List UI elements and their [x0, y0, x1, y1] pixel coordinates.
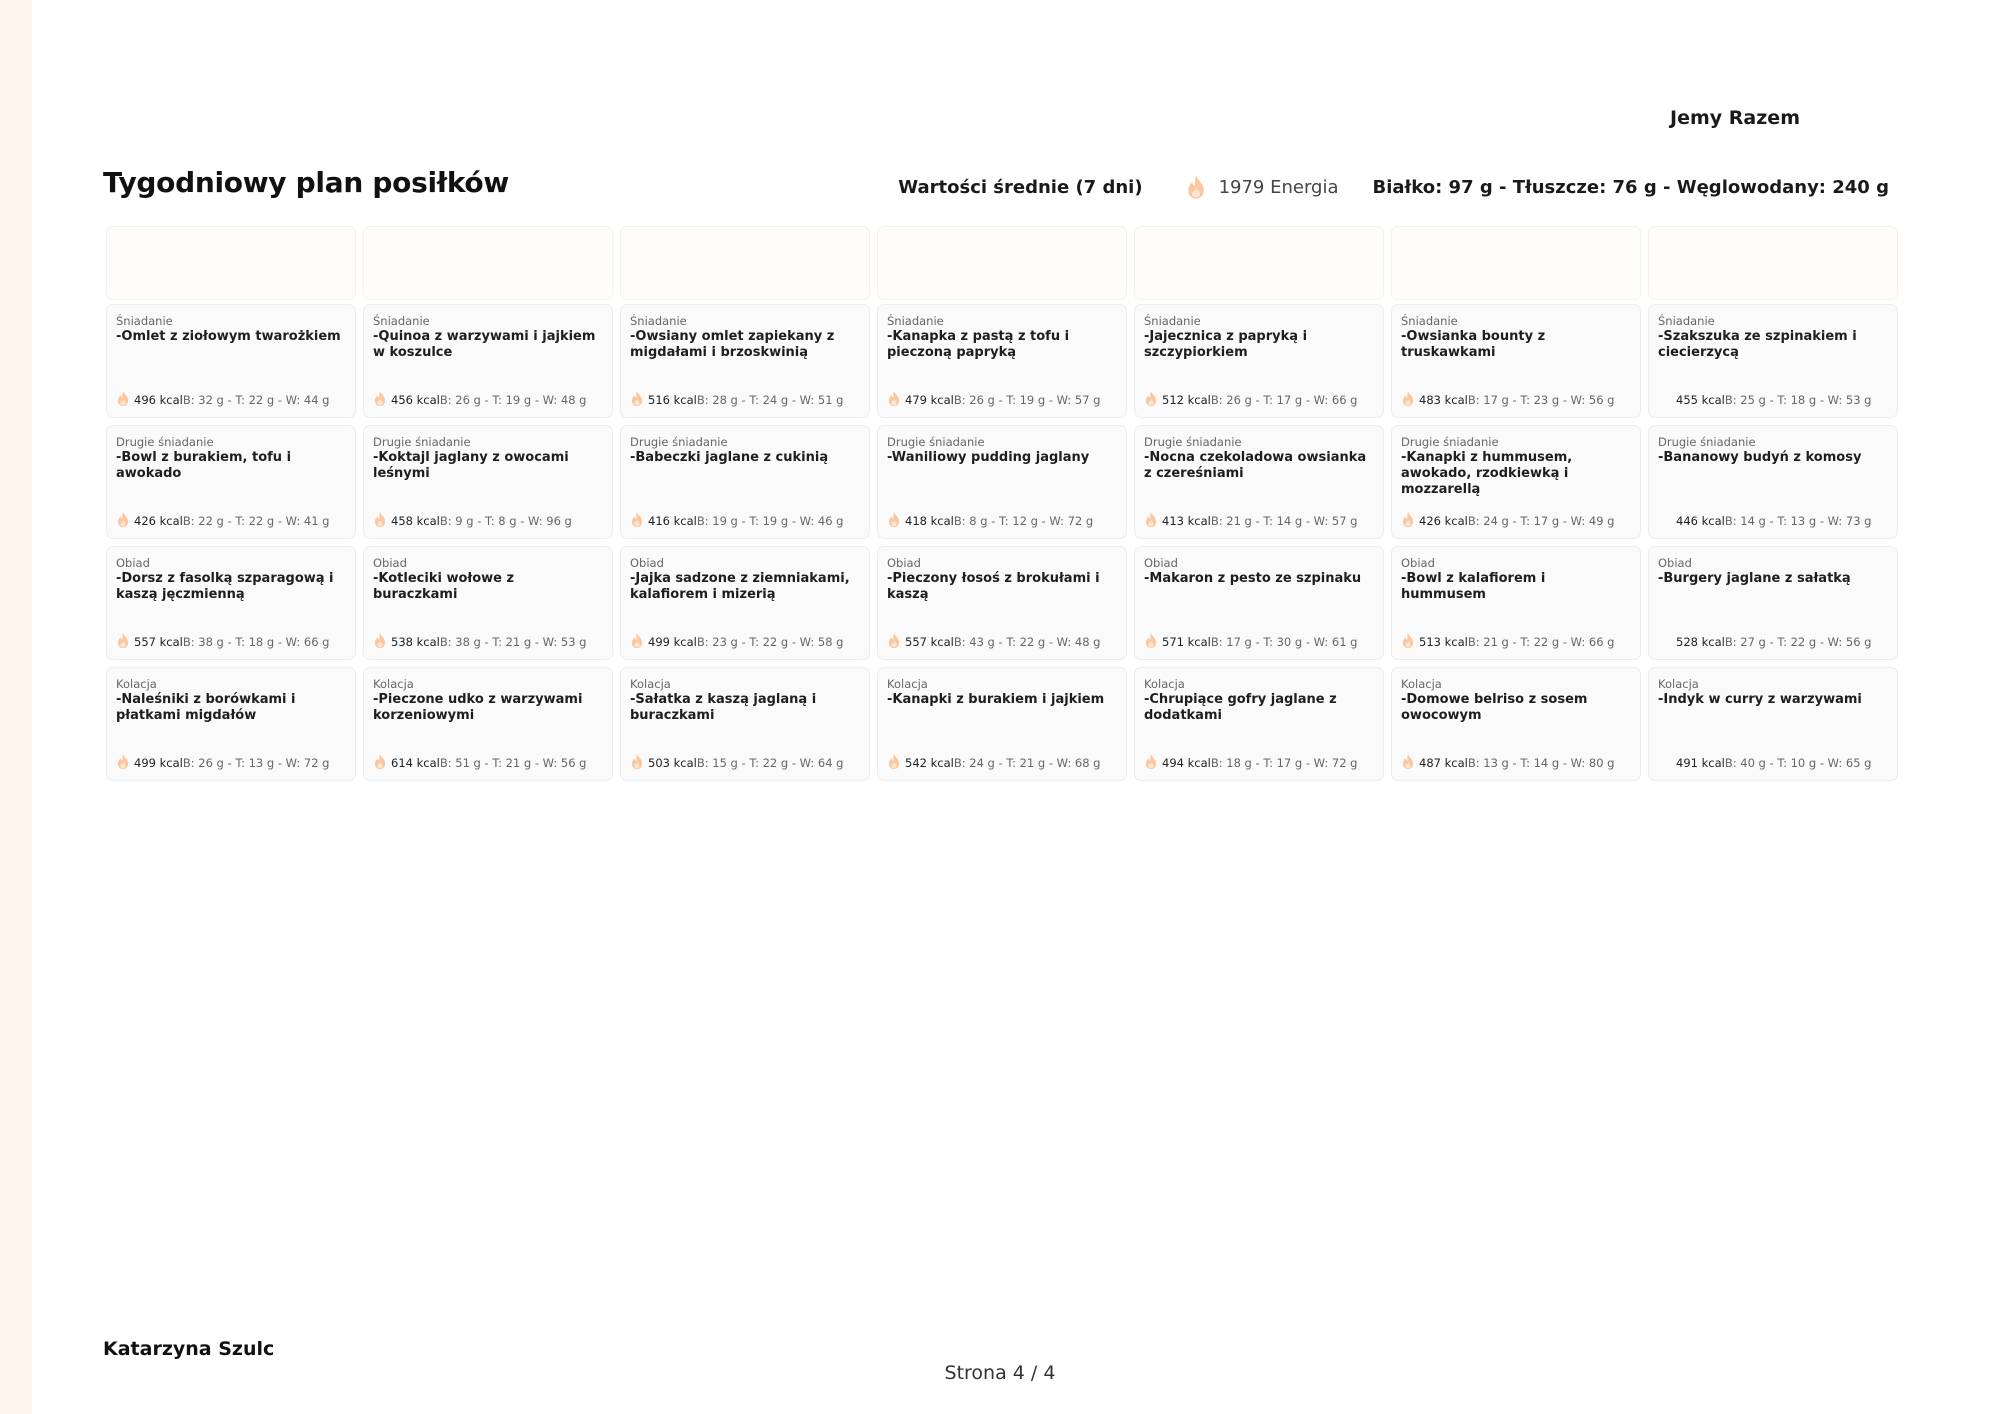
- meal-name: -Jajecznica z papryką i szczypiorkiem: [1144, 329, 1308, 360]
- meal-macros: B: 26 g - T: 13 g - W: 72 g: [182, 756, 330, 770]
- meal-card[interactable]: [877, 425, 1127, 539]
- meal-kcal: 455 kcal: [1676, 393, 1725, 407]
- meal-nutrition: [373, 387, 603, 407]
- meal-name: -Nocna czekoladowa owsianka z czereśniami: [1144, 450, 1367, 481]
- meal-macros: B: 32 g - T: 22 g - W: 44 g: [182, 393, 330, 407]
- meal-nutrition: [887, 387, 1117, 407]
- flame-icon: [1401, 632, 1415, 649]
- meal-nutrition: [373, 629, 603, 649]
- weekly-meal-grid: [106, 226, 1900, 788]
- meal-macros: B: 51 g - T: 21 g - W: 56 g: [439, 756, 587, 770]
- meal-name: -Owsiany omlet zapiekany z migdałami i brzoskwinią: [630, 329, 835, 360]
- brand-name: Jemy Razem: [1670, 107, 1800, 129]
- meal-nutrition: [630, 750, 860, 770]
- meal-nutrition: [116, 629, 346, 649]
- meal-name: -Omlet z ziołowym twarożkiem: [116, 329, 341, 344]
- meal-name: -Bowl z burakiem, tofu i awokado: [116, 450, 292, 481]
- day-header: [877, 226, 1127, 300]
- meal-nutrition: [887, 508, 1117, 528]
- meal-macros: B: 21 g - T: 14 g - W: 57 g: [1210, 514, 1358, 528]
- meal-kcal: 557 kcal: [134, 635, 183, 649]
- meal-macros: B: 38 g - T: 18 g - W: 66 g: [182, 635, 330, 649]
- meal-nutrition: [116, 387, 346, 407]
- meal-macros: B: 40 g - T: 10 g - W: 65 g: [1724, 756, 1872, 770]
- meal-kcal: 503 kcal: [648, 756, 697, 770]
- meal-kcal: 491 kcal: [1676, 756, 1725, 770]
- average-energy: 1979 Energia: [1218, 176, 1339, 198]
- meal-kcal: 416 kcal: [648, 514, 697, 528]
- meal-kcal: 516 kcal: [648, 393, 697, 407]
- meal-name: -Sałatka z kaszą jaglaną i buraczkami: [630, 692, 817, 723]
- meal-kcal: 446 kcal: [1676, 514, 1725, 528]
- meal-kcal: 538 kcal: [391, 635, 440, 649]
- meal-macros: B: 9 g - T: 8 g - W: 96 g: [439, 514, 572, 528]
- flame-icon: [630, 632, 644, 649]
- meal-kcal: 557 kcal: [905, 635, 954, 649]
- day-column: [1391, 226, 1641, 788]
- meal-macros: B: 19 g - T: 19 g - W: 46 g: [696, 514, 844, 528]
- average-macros: Białko: 97 g - Tłuszcze: 76 g - Węglowodany: 240 g: [1372, 176, 1889, 198]
- day-header: [620, 226, 870, 300]
- meal-name: -Quinoa z warzywami i jajkiem w koszulce: [373, 329, 596, 360]
- meal-kcal: 499 kcal: [648, 635, 697, 649]
- meal-type: Obiad: [116, 556, 150, 570]
- side-accent-strip: [0, 0, 32, 1414]
- meal-type: Drugie śniadanie: [373, 435, 471, 449]
- meal-kcal: 418 kcal: [905, 514, 954, 528]
- meal-card[interactable]: [620, 667, 870, 781]
- meal-name: -Kanapki z burakiem i jajkiem: [887, 692, 1105, 707]
- meal-card[interactable]: [363, 546, 613, 660]
- meal-nutrition: [1658, 387, 1888, 407]
- flame-icon: [1401, 753, 1415, 770]
- meal-kcal: 528 kcal: [1676, 635, 1725, 649]
- meal-type: Śniadanie: [1658, 314, 1715, 328]
- meal-nutrition: [1401, 508, 1631, 528]
- meal-type: Obiad: [373, 556, 407, 570]
- meal-macros: B: 24 g - T: 21 g - W: 68 g: [953, 756, 1101, 770]
- meal-type: Śniadanie: [373, 314, 430, 328]
- flame-icon: [116, 511, 130, 528]
- meal-name: -Kanapka z pastą z tofu i pieczoną papryką: [887, 329, 1070, 360]
- day-column: [1134, 226, 1384, 788]
- flame-icon: [1144, 390, 1158, 407]
- meal-type: Drugie śniadanie: [630, 435, 728, 449]
- meal-kcal: 456 kcal: [391, 393, 440, 407]
- meal-nutrition: [1144, 629, 1374, 649]
- meal-macros: B: 23 g - T: 22 g - W: 58 g: [696, 635, 844, 649]
- meal-type: Śniadanie: [1401, 314, 1458, 328]
- flame-icon: [1144, 632, 1158, 649]
- meal-name: -Pieczone udko z warzywami korzeniowymi: [373, 692, 583, 723]
- meal-type: Drugie śniadanie: [1144, 435, 1242, 449]
- meal-name: -Makaron z pesto ze szpinaku: [1144, 571, 1362, 586]
- meal-kcal: 496 kcal: [134, 393, 183, 407]
- page-number: Strona 4 / 4: [944, 1362, 1056, 1384]
- meal-nutrition: [1401, 750, 1631, 770]
- weekly-average-summary: [898, 174, 1889, 200]
- flame-icon: [1185, 174, 1207, 200]
- flame-icon: [887, 753, 901, 770]
- meal-type: Kolacja: [116, 677, 157, 691]
- meal-nutrition: [630, 508, 860, 528]
- meal-nutrition: [1658, 750, 1888, 770]
- meal-macros: B: 24 g - T: 17 g - W: 49 g: [1467, 514, 1615, 528]
- meal-name: -Owsianka bounty z truskawkami: [1401, 329, 1546, 360]
- meal-type: Śniadanie: [630, 314, 687, 328]
- meal-nutrition: [1401, 387, 1631, 407]
- meal-kcal: 483 kcal: [1419, 393, 1468, 407]
- meal-type: Drugie śniadanie: [116, 435, 214, 449]
- meal-name: -Dorsz z fasolką szparagową i kaszą jęczmienną: [116, 571, 334, 602]
- meal-kcal: 513 kcal: [1419, 635, 1468, 649]
- meal-card[interactable]: [1134, 546, 1384, 660]
- meal-nutrition: [887, 750, 1117, 770]
- meal-kcal: 614 kcal: [391, 756, 440, 770]
- flame-icon: [1401, 390, 1415, 407]
- flame-icon: [630, 753, 644, 770]
- meal-macros: B: 26 g - T: 17 g - W: 66 g: [1210, 393, 1358, 407]
- page-title: Tygodniowy plan posiłków: [103, 166, 509, 199]
- meal-nutrition: [887, 629, 1117, 649]
- meal-nutrition: [1144, 387, 1374, 407]
- meal-type: Obiad: [1658, 556, 1692, 570]
- meal-type: Kolacja: [887, 677, 928, 691]
- meal-card[interactable]: [1134, 425, 1384, 539]
- day-column: [363, 226, 613, 788]
- flame-icon: [1144, 753, 1158, 770]
- meal-name: -Chrupiące gofry jaglane z dodatkami: [1144, 692, 1337, 723]
- day-column: [877, 226, 1127, 788]
- meal-nutrition: [1401, 629, 1631, 649]
- flame-icon: [887, 511, 901, 528]
- meal-nutrition: [116, 750, 346, 770]
- meal-card[interactable]: [620, 304, 870, 418]
- meal-card[interactable]: [363, 304, 613, 418]
- meal-kcal: 542 kcal: [905, 756, 954, 770]
- meal-card[interactable]: [1648, 425, 1898, 539]
- meal-macros: B: 26 g - T: 19 g - W: 48 g: [439, 393, 587, 407]
- meal-name: -Szakszuka ze szpinakiem i ciecierzycą: [1658, 329, 1857, 360]
- meal-card[interactable]: [877, 304, 1127, 418]
- meal-type: Drugie śniadanie: [1401, 435, 1499, 449]
- meal-type: Kolacja: [1401, 677, 1442, 691]
- flame-icon: [373, 511, 387, 528]
- meal-kcal: 458 kcal: [391, 514, 440, 528]
- meal-macros: B: 38 g - T: 21 g - W: 53 g: [439, 635, 587, 649]
- meal-type: Kolacja: [373, 677, 414, 691]
- author-name: Katarzyna Szulc: [103, 1338, 275, 1360]
- day-header: [1648, 226, 1898, 300]
- meal-nutrition: [373, 750, 603, 770]
- meal-macros: B: 22 g - T: 22 g - W: 41 g: [182, 514, 330, 528]
- meal-macros: B: 28 g - T: 24 g - W: 51 g: [696, 393, 844, 407]
- meal-type: Kolacja: [1144, 677, 1185, 691]
- meal-macros: B: 15 g - T: 22 g - W: 64 g: [696, 756, 844, 770]
- day-header: [1391, 226, 1641, 300]
- meal-card[interactable]: [363, 425, 613, 539]
- meal-card[interactable]: [106, 425, 356, 539]
- meal-card[interactable]: [620, 546, 870, 660]
- meal-type: Śniadanie: [116, 314, 173, 328]
- meal-kcal: 487 kcal: [1419, 756, 1468, 770]
- meal-card[interactable]: [1391, 546, 1641, 660]
- day-column: [1648, 226, 1898, 788]
- meal-nutrition: [1658, 508, 1888, 528]
- flame-icon: [1144, 511, 1158, 528]
- meal-card[interactable]: [1391, 425, 1641, 539]
- meal-card[interactable]: [1134, 667, 1384, 781]
- meal-nutrition: [373, 508, 603, 528]
- meal-nutrition: [116, 508, 346, 528]
- meal-kcal: 571 kcal: [1162, 635, 1211, 649]
- meal-name: -Waniliowy pudding jaglany: [887, 450, 1090, 465]
- meal-card[interactable]: [877, 546, 1127, 660]
- flame-icon: [116, 753, 130, 770]
- meal-name: -Koktajl jaglany z owocami leśnymi: [373, 450, 569, 481]
- meal-type: Drugie śniadanie: [887, 435, 985, 449]
- flame-icon: [630, 511, 644, 528]
- meal-macros: B: 13 g - T: 14 g - W: 80 g: [1467, 756, 1615, 770]
- meal-type: Obiad: [1144, 556, 1178, 570]
- day-header: [106, 226, 356, 300]
- meal-card[interactable]: [363, 667, 613, 781]
- meal-type: Obiad: [887, 556, 921, 570]
- meal-type: Kolacja: [1658, 677, 1699, 691]
- meal-type: Obiad: [1401, 556, 1435, 570]
- meal-name: -Kanapki z hummusem, awokado, rzodkiewką i mozzarellą: [1401, 450, 1573, 497]
- meal-name: -Bowl z kalafiorem i hummusem: [1401, 571, 1546, 602]
- meal-macros: B: 17 g - T: 30 g - W: 61 g: [1210, 635, 1358, 649]
- flame-icon: [116, 390, 130, 407]
- meal-name: -Jajka sadzone z ziemniakami, kalafiorem i mizerią: [630, 571, 850, 602]
- meal-nutrition: [1144, 750, 1374, 770]
- meal-type: Śniadanie: [1144, 314, 1201, 328]
- meal-card[interactable]: [1648, 304, 1898, 418]
- meal-card[interactable]: [1391, 667, 1641, 781]
- flame-icon: [373, 632, 387, 649]
- meal-nutrition: [630, 629, 860, 649]
- meal-macros: B: 26 g - T: 19 g - W: 57 g: [953, 393, 1101, 407]
- meal-kcal: 512 kcal: [1162, 393, 1211, 407]
- meal-card[interactable]: [620, 425, 870, 539]
- meal-card[interactable]: [1391, 304, 1641, 418]
- meal-kcal: 494 kcal: [1162, 756, 1211, 770]
- meal-nutrition: [1658, 629, 1888, 649]
- meal-name: -Burgery jaglane z sałatką: [1658, 571, 1851, 586]
- meal-macros: B: 27 g - T: 22 g - W: 56 g: [1724, 635, 1872, 649]
- meal-name: -Bananowy budyń z komosy: [1658, 450, 1862, 465]
- meal-card[interactable]: [877, 667, 1127, 781]
- meal-macros: B: 18 g - T: 17 g - W: 72 g: [1210, 756, 1358, 770]
- meal-nutrition: [1144, 508, 1374, 528]
- meal-kcal: 479 kcal: [905, 393, 954, 407]
- day-header: [363, 226, 613, 300]
- day-header: [1134, 226, 1384, 300]
- flame-icon: [373, 390, 387, 407]
- meal-card[interactable]: [106, 304, 356, 418]
- flame-icon: [116, 632, 130, 649]
- meal-type: Śniadanie: [887, 314, 944, 328]
- meal-kcal: 413 kcal: [1162, 514, 1211, 528]
- meal-card[interactable]: [1648, 546, 1898, 660]
- summary-label: Wartości średnie (7 dni): [898, 176, 1143, 198]
- meal-card[interactable]: [106, 667, 356, 781]
- meal-type: Obiad: [630, 556, 664, 570]
- flame-icon: [373, 753, 387, 770]
- day-column: [620, 226, 870, 788]
- meal-card[interactable]: [1134, 304, 1384, 418]
- meal-type: Kolacja: [630, 677, 671, 691]
- meal-type: Drugie śniadanie: [1658, 435, 1756, 449]
- meal-macros: B: 8 g - T: 12 g - W: 72 g: [953, 514, 1094, 528]
- meal-macros: B: 17 g - T: 23 g - W: 56 g: [1467, 393, 1615, 407]
- meal-name: -Pieczony łosoś z brokułami i kaszą: [887, 571, 1100, 602]
- meal-name: -Indyk w curry z warzywami: [1658, 692, 1862, 707]
- flame-icon: [630, 390, 644, 407]
- meal-name: -Naleśniki z borówkami i płatkami migdałów: [116, 692, 296, 723]
- flame-icon: [887, 632, 901, 649]
- meal-kcal: 426 kcal: [1419, 514, 1468, 528]
- meal-nutrition: [630, 387, 860, 407]
- meal-macros: B: 25 g - T: 18 g - W: 53 g: [1724, 393, 1872, 407]
- meal-card[interactable]: [106, 546, 356, 660]
- meal-macros: B: 14 g - T: 13 g - W: 73 g: [1724, 514, 1872, 528]
- flame-icon: [1401, 511, 1415, 528]
- meal-kcal: 499 kcal: [134, 756, 183, 770]
- day-column: [106, 226, 356, 788]
- meal-card[interactable]: [1648, 667, 1898, 781]
- meal-name: -Kotleciki wołowe z buraczkami: [373, 571, 515, 602]
- meal-name: -Babeczki jaglane z cukinią: [630, 450, 829, 465]
- flame-icon: [887, 390, 901, 407]
- meal-name: -Domowe belriso z sosem owocowym: [1401, 692, 1588, 723]
- meal-macros: B: 43 g - T: 22 g - W: 48 g: [953, 635, 1101, 649]
- meal-macros: B: 21 g - T: 22 g - W: 66 g: [1467, 635, 1615, 649]
- meal-kcal: 426 kcal: [134, 514, 183, 528]
